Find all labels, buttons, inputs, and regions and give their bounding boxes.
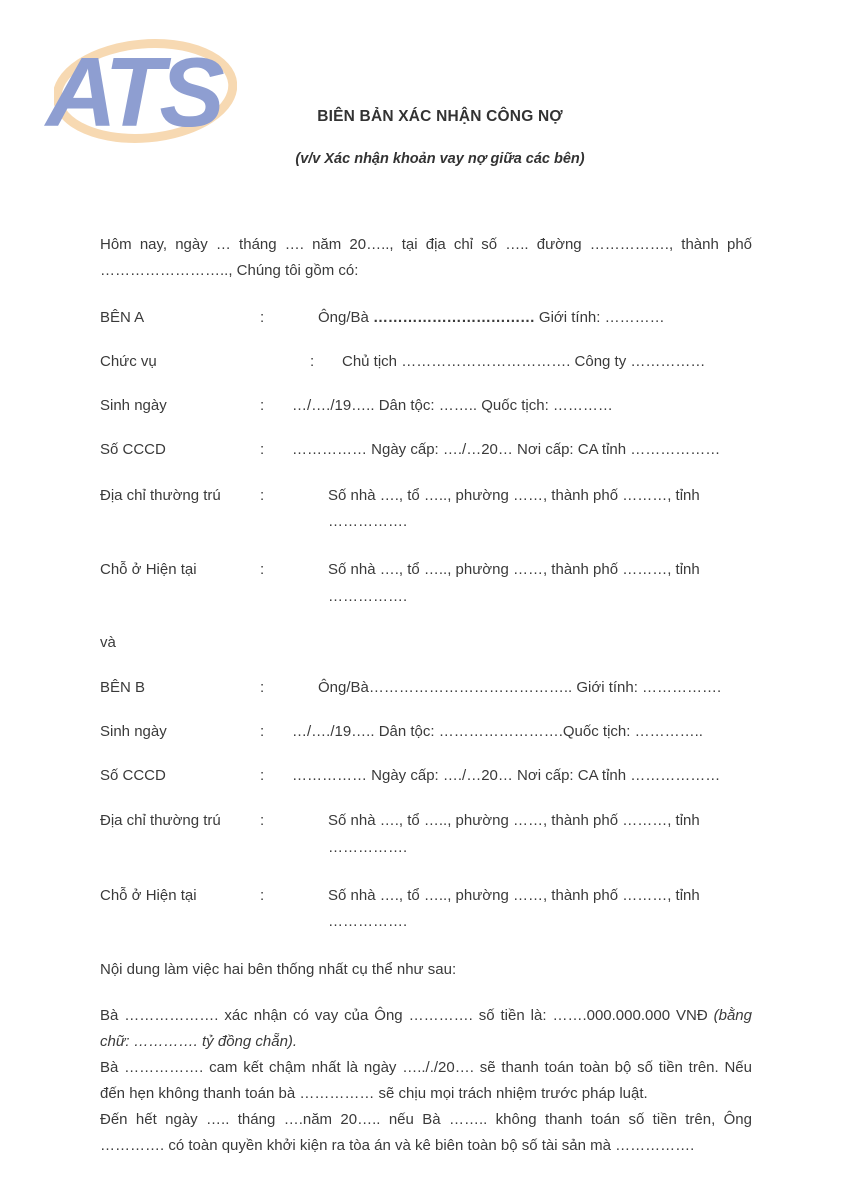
party-a-colon: :	[260, 308, 265, 326]
party-b-birthdate-label: Sinh ngày	[100, 722, 167, 740]
party-a-current-address-value: Số nhà …., tổ ….., phường ……, thành phố ………, tỉnh …………….	[328, 560, 700, 605]
party-a-birthdate-colon: :	[260, 397, 265, 415]
party-b-permanent-address-value: Số nhà …., tổ ….., phường ……, thành phố ………, tỉnh …………….	[328, 812, 700, 857]
party-b-heading-row	[100, 676, 752, 699]
party-a-permanent-address-row	[100, 483, 752, 536]
party-b-id-label: Số CCCD	[100, 767, 166, 785]
party-b-permanent-address-colon: :	[260, 812, 265, 830]
party-a-current-address-label: Chỗ ở Hiện tại	[100, 560, 197, 578]
party-b-heading-value: Ông/Bà………………………………….. Giới tính: …………….	[318, 678, 722, 696]
party-a-birthdate-label: Sinh ngày	[100, 397, 167, 415]
document-subtitle: (v/v Xác nhận khoản vay nợ giữa các bên)	[295, 151, 585, 167]
party-b-label: BÊN B	[100, 678, 146, 696]
party-a-gender: Giới tính: …………	[534, 308, 665, 326]
party-a-id-colon: :	[260, 441, 265, 459]
party-b-current-address-colon: :	[260, 886, 265, 904]
party-a-permanent-address-value: Số nhà …., tổ ….., phường ……, thành phố ………, tỉnh …………….	[328, 486, 700, 531]
party-a-heading-value	[272, 306, 752, 329]
party-b-current-address-row	[100, 883, 752, 936]
party-b-birthdate-colon: :	[260, 722, 265, 740]
party-b-permanent-address-row	[100, 808, 752, 861]
party-a-name-prefix: Ông/Bà	[318, 308, 374, 326]
clause-1-italic: (bằng chữ: …………. tỷ đồng chẵn).	[100, 1006, 752, 1050]
party-b-birthdate-value: …/…./19….. Dân tộc: …………………….Quốc tịch: …………..	[292, 722, 703, 740]
party-b-id-value: …………… Ngày cấp: …./…20… Nơi cấp: CA tỉnh ………………	[292, 767, 721, 785]
party-a-current-address-row	[100, 557, 752, 610]
spacer	[100, 983, 752, 1003]
party-a-birthdate-value: …/…./19….. Dân tộc: …….. Quốc tịch: …………	[292, 397, 613, 415]
party-a-id-row	[100, 438, 752, 461]
party-b-permanent-address-label: Địa chỉ thường trú	[100, 812, 221, 830]
company-logo	[38, 18, 253, 158]
party-a-birthdate-row	[100, 394, 752, 417]
document-body	[100, 232, 752, 1159]
party-a-id-value: …………… Ngày cấp: …./…20… Nơi cấp: CA tỉnh ………………	[292, 441, 721, 459]
party-b-current-address-label: Chỗ ở Hiện tại	[100, 886, 197, 904]
party-b-current-address-value: Số nhà …., tổ ….., phường ……, thành phố ………, tỉnh …………….	[328, 886, 700, 931]
party-b-colon: :	[260, 678, 265, 696]
spacer	[100, 284, 752, 306]
document-title: BIÊN BẢN XÁC NHẬN CÔNG NỢ	[317, 108, 563, 125]
party-a-permanent-address-colon: :	[260, 486, 265, 504]
clause-1-paragraph	[100, 1003, 752, 1055]
party-a-position-colon: :	[310, 352, 315, 370]
party-b-birthdate-row	[100, 720, 752, 743]
logo-letters-icon	[43, 37, 224, 147]
party-a-name-dots: ……………………………	[373, 308, 535, 326]
intro-paragraph: Hôm nay, ngày … tháng …. năm 20….., tại địa chỉ số ….. đường ……………., thành phố …………………….., Chúng tôi gồm có:	[100, 236, 752, 279]
svg-text:ATS: ATS	[46, 37, 220, 147]
connector-va: và	[100, 634, 116, 652]
clause-3-paragraph: Đến hết ngày ….. tháng ….năm 20….. nếu Bà …….. không thanh toán số tiền trên, Ông …………. có toàn quyền khởi kiện ra tòa án và kê biên toàn bộ số tài sản mà …………….	[100, 1111, 752, 1155]
party-a-id-label: Số CCCD	[100, 441, 166, 459]
party-a-current-address-colon: :	[260, 560, 265, 578]
content-intro-paragraph: Nội dung làm việc hai bên thống nhất cụ thể như sau:	[100, 961, 457, 979]
party-b-id-row	[100, 764, 752, 787]
party-a-heading-row	[100, 306, 752, 329]
party-a-position-row	[100, 350, 752, 373]
ats-logo-icon	[38, 18, 253, 158]
party-a-position-value: Chủ tịch ……………………………. Công ty ……………	[342, 352, 706, 370]
party-b-id-colon: :	[260, 767, 265, 785]
party-a-position-label: Chức vụ	[100, 352, 157, 370]
clause-1-plain: Bà ………………. xác nhận có vay của Ông …………. số tiền là: …….000.000.000 VNĐ	[100, 1006, 714, 1024]
clause-2-paragraph: Bà ……………. cam kết chậm nhất là ngày ….././20…. sẽ thanh toán toàn bộ số tiền trên. Nếu đến hẹn không thanh toán bà …………… sẽ chịu mọi trách nhiệm trước pháp luật.	[100, 1059, 752, 1103]
party-a-permanent-address-label: Địa chỉ thường trú	[100, 486, 221, 504]
document-header	[240, 108, 640, 167]
party-a-label: BÊN A	[100, 308, 145, 326]
